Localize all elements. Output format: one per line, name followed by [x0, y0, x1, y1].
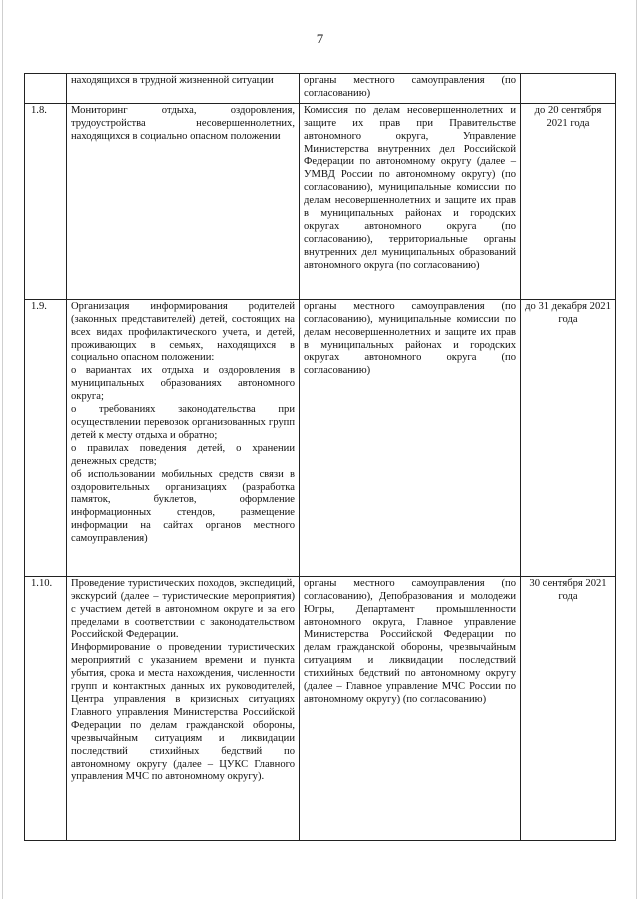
term-cell: 30 сентября 2021 года [521, 576, 616, 840]
table-row [25, 74, 616, 104]
activity-cell [67, 74, 300, 104]
activity-text: Информирование о проведении туристических мероприятий с указанием времени и пункта убытия, срока и места нахождения, численности групп и контактных данных их руководителей, Центра управления в кризисных ситуациях Главного управления Министерства Российской Федерации по делам гражданской обороны, чрезвычайным ситуациям и ликвидации последствий стихийных бедствий по автономному округу (далее – ЦУКС Главного управления МЧС по автономному округу). [71, 642, 295, 783]
page-number: 7 [316, 32, 324, 46]
scan-edge-left [2, 0, 3, 899]
activity-item: о требованиях законодательства при осуществлении перевозок организованных групп детей к месту отдыха и обратно; [71, 404, 295, 441]
measures-table [24, 73, 616, 841]
responsible-cell: органы местного самоуправления (по согласованию), Депобразования и молодежи Югры, Департамент промышленности автономного округа, Главное управление Министерства Российской Федерации по делам гражданской обороны, чрезвычайным ситуациям и ликвидации последствий стихийных бедствий по автономному округу (далее – Главное управление МЧС России по автономному округу) (по согласованию) [300, 576, 521, 840]
row-number: 1.9. [25, 299, 67, 576]
activity-text: находящихся в трудной жизненной ситуации [71, 75, 274, 86]
activity-text: Мониторинг отдыха, оздоровления, трудоустройства несовершеннолетних, находящихся в социально опасном положении [71, 104, 295, 142]
table-row [25, 103, 616, 299]
table-row [25, 299, 616, 576]
responsible-cell: Комиссия по делам несовершеннолетних и защите их прав при Правительстве автономного округа, Управление Министерства внутренних дел Российской Федерации по автономному округу (далее – УМВД России по автономному округу) (по согласованию), муниципальные комиссии по делам несовершеннолетних и защите их прав в муниципальных районах и городских округах автономного округа (по согласованию), территориальные органы внутренних дел муниципальных образований автономного округа (по согласованию) [300, 103, 521, 299]
term-cell [521, 74, 616, 104]
activity-intro: Организация информирования родителей (законных представителей) детей, состоящих на всех видах профилактического учета, и детей, проживающих в семьях, находящихся в социально опасном положении: [71, 300, 295, 364]
scan-edge-right [636, 0, 637, 899]
activity-cell [67, 103, 300, 299]
activity-text: Проведение туристических походов, экспедиций, экскурсий (далее – туристические мероприятия) с участием детей в автономном округе и за его пределами в соответствии с законодательством Российской Федерации. [71, 577, 295, 641]
activity-item: о правилах поведения детей, о хранении денежных средств; [71, 442, 295, 467]
row-number: 1.8. [25, 103, 67, 299]
table-row [25, 576, 616, 840]
term-cell: до 20 сентября 2021 года [521, 103, 616, 299]
activity-cell [67, 299, 300, 576]
activity-item: о вариантах их отдыха и оздоровления в муниципальных образованиях автономного округа; [71, 365, 295, 403]
row-number [25, 74, 67, 104]
activity-cell [67, 576, 300, 840]
responsible-cell: органы местного самоуправления (по согласованию), муниципальные комиссии по делам несовершеннолетних и защите их прав в муниципальных районах и городских округах автономного округа (по согласованию) [300, 299, 521, 576]
term-cell: до 31 декабря 2021 года [521, 299, 616, 576]
activity-item: об использовании мобильных средств связи в оздоровительных организациях (разработка памяток, буклетов, оформление информационных стендов, размещение информации на сайтах органов местного самоуправления) [71, 468, 295, 545]
responsible-cell: органы местного самоуправления (по согласованию) [300, 74, 521, 104]
row-number: 1.10. [25, 576, 67, 840]
